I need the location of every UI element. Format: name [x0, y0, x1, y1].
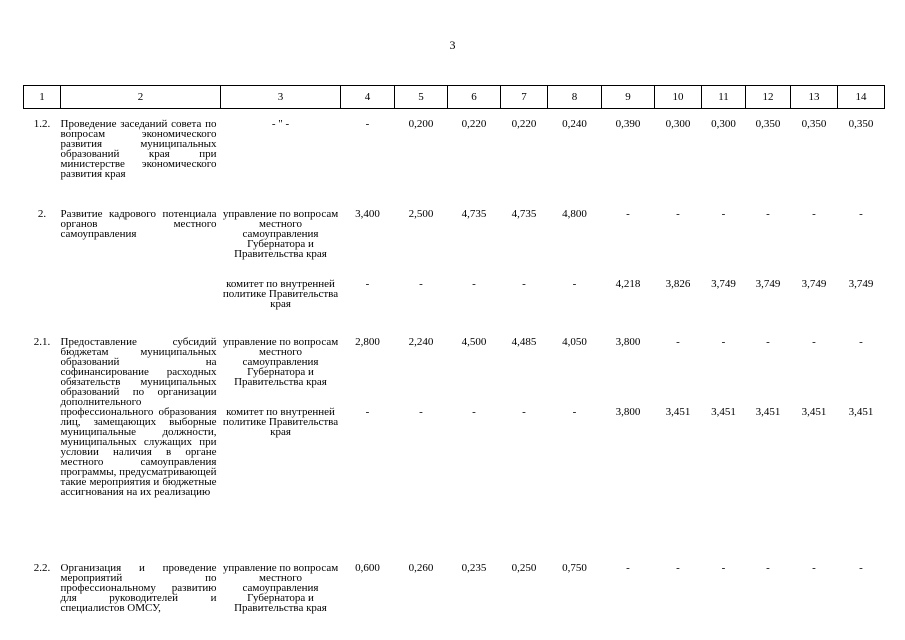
header-row: [24, 86, 885, 109]
row-name: Проведение заседаний совета по вопросам экономического развития муниципальных образований края при министерстве экономического развития края: [60, 118, 217, 180]
row-value: 3,749: [848, 278, 874, 290]
row-value: -: [365, 278, 370, 290]
col-header: 10: [655, 86, 702, 109]
row-value: 4,485: [511, 336, 537, 348]
table-row: [24, 327, 885, 403]
row-value: 0,300: [711, 118, 736, 130]
col-header: 11: [702, 86, 746, 109]
row-value: 0,350: [801, 118, 827, 130]
row-value: -: [522, 406, 526, 418]
row-name: Предоставление субсидий бюджетам муниципальных образований на софинансирование расходных обязательств муниципальных образований по организации дополнительного профессионального образования лиц, замещающих выборные муниципальные должности, муниципальных служащих при условии наличия в органе местного самоуправления программы, предусматривающей такие мероприятия и бюджетные ассигнования на их реализацию: [60, 336, 217, 498]
row-executor: комитет по внутренней политике Правительства края: [222, 406, 339, 438]
row-executor: управление по вопросам местного самоуправления Губернатора и Правительства края: [222, 336, 339, 388]
row-value: 0,350: [848, 118, 874, 130]
row-name: [61, 269, 221, 327]
col-header: 2: [61, 86, 221, 109]
row-value: -: [626, 208, 630, 220]
row-executor: комитет по внутренней политике Правительства края: [222, 278, 339, 310]
row-value: -: [721, 336, 726, 348]
row-value: -: [859, 336, 863, 348]
row-value: -: [812, 562, 816, 574]
row-value: -: [676, 562, 680, 574]
row-value: -: [676, 208, 680, 220]
row-value: -: [522, 278, 526, 290]
col-header: 8: [548, 86, 602, 109]
row-value: -: [721, 562, 726, 574]
row-number: 1.2.: [33, 118, 51, 130]
row-value: -: [721, 208, 726, 220]
row-name: Организация и проведение мероприятий по профессиональному развитию для руководителей и специалистов ОМСУ,: [60, 562, 217, 614]
row-number: 2.1.: [33, 336, 51, 348]
row-number: [24, 269, 61, 327]
col-header: 12: [746, 86, 791, 109]
row-number: 2.: [37, 208, 47, 220]
row-value: 3,800: [615, 336, 641, 348]
table-row: [24, 549, 885, 623]
row-value: 3,749: [801, 278, 827, 290]
col-header: 6: [448, 86, 501, 109]
row-value: 2,500: [408, 208, 434, 220]
row-value: 0,750: [562, 562, 587, 574]
table-row: [24, 109, 885, 196]
row-value: 4,218: [615, 278, 641, 290]
row-value: 4,050: [562, 336, 587, 348]
row-value: 0,220: [511, 118, 537, 130]
table-row: [24, 195, 885, 269]
col-header: 4: [341, 86, 395, 109]
row-value: 0,600: [355, 562, 380, 574]
row-value: 3,451: [801, 406, 827, 418]
row-value: 3,826: [665, 278, 691, 290]
page-number: 3: [449, 38, 456, 52]
row-value: 3,749: [711, 278, 736, 290]
row-executor: - " -: [271, 118, 290, 130]
col-header: 13: [791, 86, 838, 109]
row-value: 3,451: [665, 406, 691, 418]
row-value: -: [419, 278, 423, 290]
row-value: 0,350: [755, 118, 781, 130]
row-value: 0,260: [408, 562, 434, 574]
col-header: 1: [24, 86, 61, 109]
row-value: 0,240: [562, 118, 587, 130]
row-value: 0,300: [665, 118, 691, 130]
row-value: 4,800: [562, 208, 587, 220]
col-header: 7: [501, 86, 548, 109]
row-value: 0,235: [461, 562, 487, 574]
col-header: 3: [221, 86, 341, 109]
row-value: -: [365, 406, 370, 418]
row-value: 3,451: [711, 406, 736, 418]
row-value: 3,800: [615, 406, 641, 418]
row-value: 3,749: [755, 278, 781, 290]
row-value: 0,220: [461, 118, 487, 130]
row-value: 2,800: [355, 336, 380, 348]
row-value: -: [676, 336, 680, 348]
row-value: -: [859, 208, 863, 220]
row-value: 3,400: [355, 208, 380, 220]
row-value: -: [472, 278, 476, 290]
row-value: 0,390: [615, 118, 641, 130]
row-value: 0,250: [511, 562, 537, 574]
row-value: -: [766, 208, 770, 220]
table-row: [24, 269, 885, 327]
row-value: -: [365, 118, 370, 130]
row-value: -: [626, 562, 630, 574]
row-value: 4,735: [461, 208, 487, 220]
row-executor: управление по вопросам местного самоуправления Губернатора и Правительства края: [222, 562, 339, 614]
col-header: 9: [602, 86, 655, 109]
row-value: 4,735: [511, 208, 537, 220]
col-header: 14: [838, 86, 885, 109]
row-value: -: [472, 406, 476, 418]
row-value: -: [766, 336, 770, 348]
row-value: -: [572, 278, 577, 290]
row-value: 3,451: [755, 406, 781, 418]
row-value: 2,240: [408, 336, 434, 348]
row-value: -: [572, 406, 577, 418]
row-value: -: [812, 208, 816, 220]
row-value: 4,500: [461, 336, 487, 348]
data-table: [23, 85, 885, 623]
row-value: -: [419, 406, 423, 418]
row-value: 0,200: [408, 118, 434, 130]
row-executor: управление по вопросам местного самоуправления Губернатора и Правительства края: [222, 208, 339, 260]
row-name: Развитие кадрового потенциала органов местного самоуправления: [60, 208, 217, 240]
row-value: -: [859, 562, 863, 574]
col-header: 5: [395, 86, 448, 109]
row-value: 3,451: [848, 406, 874, 418]
row-value: -: [812, 336, 816, 348]
row-value: -: [766, 562, 770, 574]
row-number: 2.2.: [33, 562, 51, 574]
